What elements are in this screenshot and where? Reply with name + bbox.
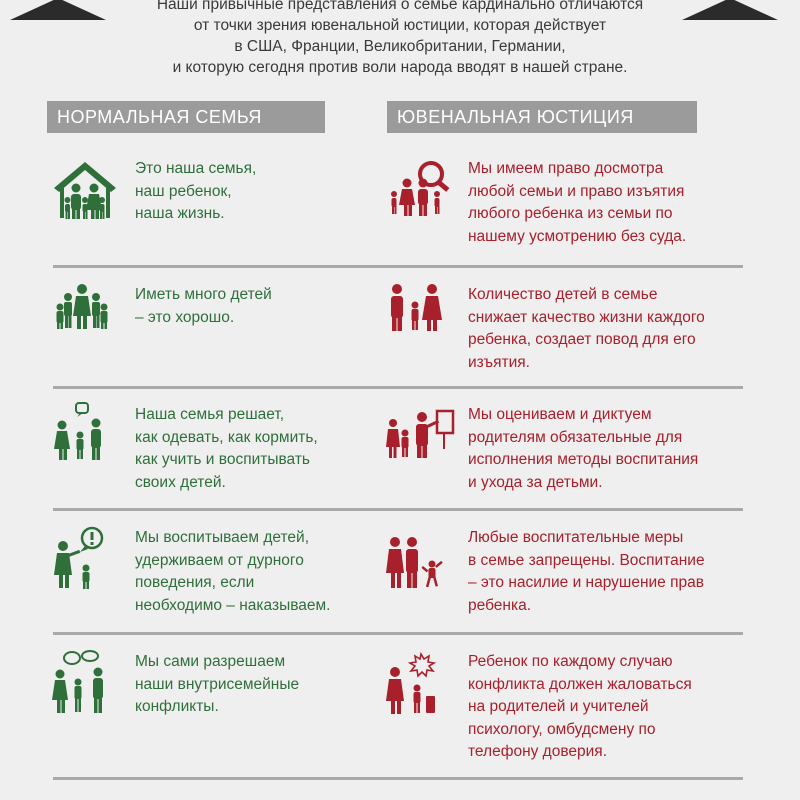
text-line: удерживаем от дурного: [135, 551, 304, 569]
parents-child-shout-icon: [385, 526, 455, 596]
text-line: Количество детей в семье: [468, 286, 658, 303]
corner-decoration-left: [10, 0, 106, 20]
text-line: Это наша семья,: [135, 160, 257, 177]
text-line: снижает качество жизни каждого: [468, 308, 705, 326]
normal-family-text: [135, 651, 299, 719]
small-family-icon: [385, 281, 455, 351]
juvenile-justice-text: [468, 527, 705, 617]
text-line: Иметь много детей: [135, 286, 272, 303]
juvenile-justice-text: [468, 158, 686, 248]
text-line: исполнения методы воспитания: [468, 451, 699, 468]
magnifier-family-icon: [385, 156, 455, 226]
text-line: конфликты.: [135, 698, 219, 715]
text-line: как учить и воспитывать: [135, 451, 310, 468]
family-decision-icon: [50, 401, 120, 471]
intro-line: Наши привычные представления о семье кардинально отличаются: [156, 0, 644, 13]
row-divider: [53, 632, 743, 635]
text-line: своих детей.: [135, 473, 226, 491]
text-line: изъятия.: [468, 353, 530, 371]
header-normal-family: НОРМАЛЬНАЯ СЕМЬЯ: [47, 101, 325, 133]
text-line: телефону доверия.: [468, 743, 608, 760]
text-line: психологу, омбудсмену по: [468, 720, 656, 738]
text-line: как одевать, как кормить,: [135, 428, 318, 446]
text-line: наша жизнь.: [135, 205, 225, 222]
text-line: и ухода за детьми.: [468, 473, 603, 491]
presentation-board-icon: [385, 403, 455, 473]
text-line: поведения, если: [135, 574, 255, 591]
text-line: Наша семья решает,: [135, 406, 285, 423]
intro-text: [110, 0, 690, 78]
normal-family-text: [135, 404, 318, 494]
row-divider: [53, 265, 743, 268]
normal-family-text: [135, 284, 272, 329]
family-house-icon: [50, 158, 120, 228]
text-line: Мы оцениваем и диктуем: [468, 406, 652, 423]
corner-decoration-right: [682, 0, 778, 20]
large-family-icon: [50, 281, 120, 351]
text-line: Любые воспитательные меры: [468, 529, 684, 546]
row-divider: [53, 508, 743, 511]
family-talk-icon: [50, 650, 120, 720]
text-line: в семье запрещены. Воспитание: [468, 551, 705, 569]
text-line: родителям обязательные для: [468, 428, 683, 446]
text-line: Мы имеем право досмотра: [468, 160, 664, 177]
text-line: – это насилие и нарушение прав: [468, 574, 704, 591]
text-line: любого ребенка из семьи по: [468, 205, 673, 222]
text-line: наши внутрисемейные: [135, 675, 300, 693]
intro-line: от точки зрения ювенальной юстиции, которая действует: [193, 17, 607, 34]
juvenile-justice-text: [468, 651, 692, 764]
row-divider: [53, 777, 743, 780]
row-divider: [53, 386, 743, 389]
text-line: Мы сами разрешаем: [135, 653, 286, 670]
text-line: – это хорошо.: [135, 308, 235, 326]
text-line: ребенка.: [468, 596, 531, 614]
intro-line: в США, Франции, Великобритании, Германии,: [234, 38, 566, 55]
text-line: конфликта должен жаловаться: [468, 675, 692, 693]
juvenile-justice-text: [468, 404, 698, 494]
text-line: Ребенок по каждому случаю: [468, 653, 673, 670]
normal-family-text: [135, 158, 256, 226]
text-line: ребенка, создает повод для его: [468, 331, 696, 348]
text-line: любой семьи и право изъятия: [468, 182, 685, 200]
text-line: наш ребенок,: [135, 182, 232, 200]
text-line: необходимо – наказываем.: [135, 596, 331, 614]
juvenile-justice-text: [468, 284, 705, 374]
child-complaint-icon: [385, 650, 455, 720]
text-line: на родителей и учителей: [468, 698, 649, 715]
parent-warning-icon: [50, 526, 120, 596]
normal-family-text: [135, 527, 331, 617]
header-juvenile-justice: ЮВЕНАЛЬНАЯ ЮСТИЦИЯ: [387, 101, 697, 133]
text-line: нашему усмотрению без суда.: [468, 227, 687, 245]
text-line: Мы воспитываем детей,: [135, 529, 310, 546]
intro-line: и которую сегодня против воли народа вводят в нашей стране.: [172, 59, 628, 76]
